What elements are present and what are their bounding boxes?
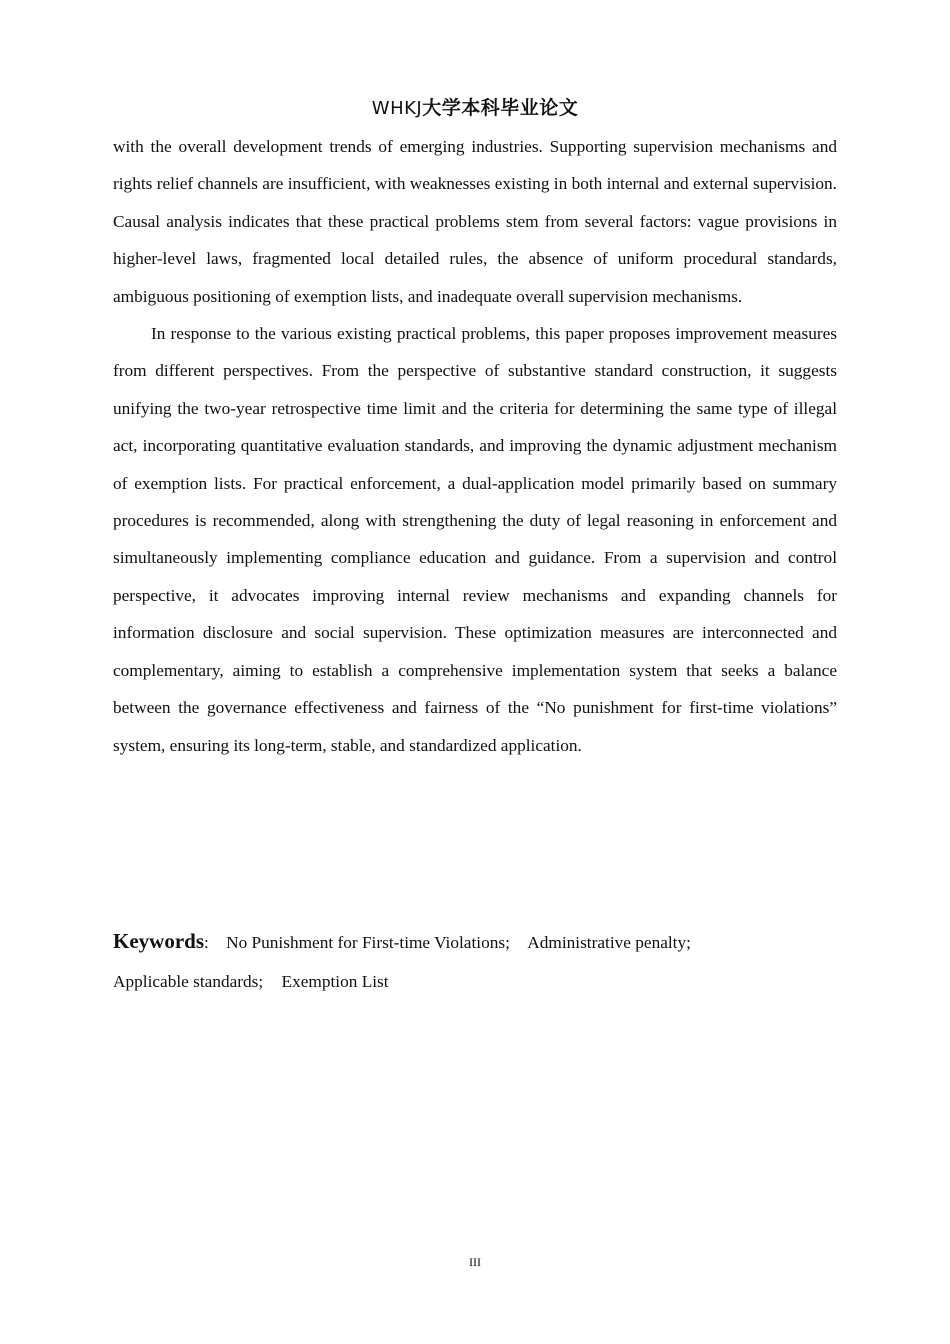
keywords-section xyxy=(113,922,837,1001)
header-thesis-title: 大学本科毕业论文 xyxy=(422,97,579,119)
abstract-body xyxy=(113,128,837,764)
keyword-item: No Punishment for First-time Violations; xyxy=(226,933,510,952)
header-university-code: WHKJ xyxy=(371,98,423,119)
keyword-item: Exemption List xyxy=(281,972,389,991)
page-number: III xyxy=(469,1255,481,1269)
keyword-item: Applicable standards; xyxy=(113,972,264,991)
abstract-paragraph-continuation: with the overall development trends of emerging industries. Supporting supervision mechanisms and rights relief channels are insufficient, with weaknesses existing in both internal and external supervision. Causal analysis indicates that these practical problems stem from several factors: vague provisions in higher-level laws, fragmented local detailed rules, the absence of uniform procedural standards, ambiguous positioning of exemption lists, and inadequate overall supervision mechanisms. xyxy=(113,137,837,306)
keyword-item: Administrative penalty; xyxy=(527,933,691,952)
keywords-separator: : xyxy=(204,933,209,952)
running-header xyxy=(0,95,950,122)
abstract-paragraph-measures: In response to the various existing practical problems, this paper proposes improvement measures from different perspectives. From the perspective of substantive standard construction, it suggests unifying the two-year retrospective time limit and the criteria for determining the same type of illegal act, incorporating quantitative evaluation standards, and improving the dynamic adjustment mechanism of exemption lists. For practical enforcement, a dual-application model primarily based on summary procedures is recommended, along with strengthening the duty of legal reasoning in enforcement and simultaneously implementing compliance education and guidance. From a supervision and control perspective, it advocates improving internal review mechanisms and expanding channels for information disclosure and social supervision. These optimization measures are interconnected and complementary, aiming to establish a comprehensive implementation system that seeks a balance between the governance effectiveness and fairness of the “No punishment for first-time violations” system, ensuring its long-term, stable, and standardized application. xyxy=(113,324,837,755)
keywords-label: Keywords xyxy=(113,929,204,953)
